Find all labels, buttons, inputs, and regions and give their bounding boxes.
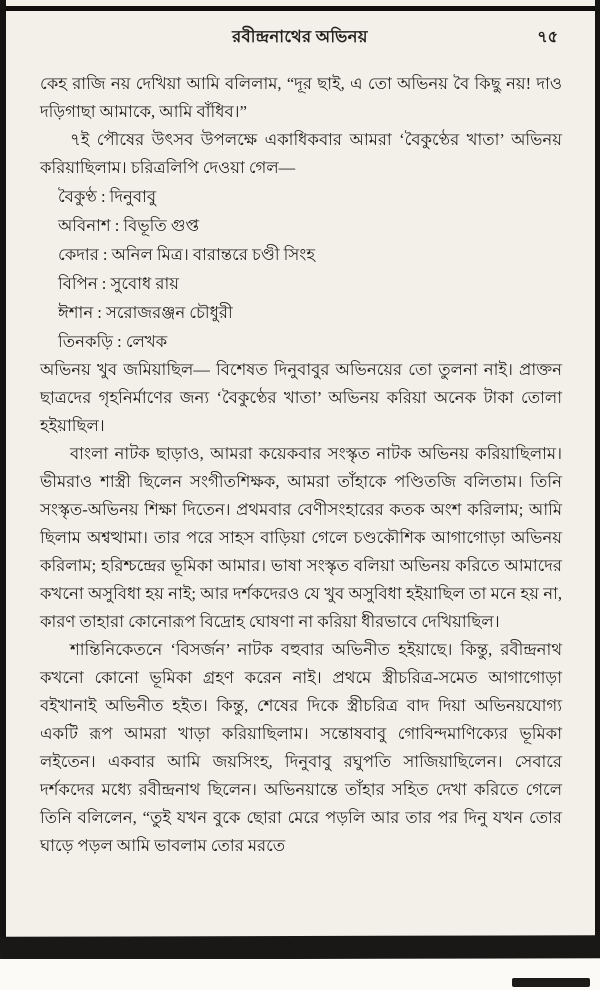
paragraph-4: বাংলা নাটক ছাড়াও, আমরা কয়েকবার সংস্কৃত নাটক অভিনয় করিয়াছিলাম। ভীমরাও শাস্ত্রী ছিলেন সংগীতশিক্ষক, আমরা তাঁহাকে পণ্ডিতজি বলিতাম। তিনি সংস্কৃত-অভিনয় শিক্ষা দিতেন। প্রথমবার বেণীসংহারের কতক অংশ করিলাম; আমি ছিলাম অশ্বত্থামা। তার পরে সাহস বাড়িয়া গেলে চণ্ডকৌশিক আগাগোড়া অভিনয় করিলাম; হরিশ্চন্দ্রের ভূমিকা আমার। ভাষা সংস্কৃত বলিয়া অভিনয় করিতে আমাদের কখনো অসুবিধা হয় নাই; আর দর্শকদেরও যে খুব অসুবিধা হইয়াছিল তা মনে হয় না, কারণ তাহারা কোনোরূপ বিদ্রোহ ঘোষণা না করিয়া ধীরভাবে দেখিয়াছিল। xyxy=(40,444,562,631)
paragraph-3: অভিনয় খুব জমিয়াছিল— বিশেষত দিনুবাবুর অভিনয়ের তো তুলনা নাই। প্রাক্তন ছাত্রদের গৃহনির্মাণের জন্য ‘বৈকুণ্ঠের খাতা’ অভিনয় করিয়া অনেক টাকা তোলা হইয়াছিল। xyxy=(40,360,562,435)
running-title: রবীন্দ্রনাথের অভিনয় xyxy=(232,27,368,46)
cast-line: তিনকড়ি : লেখক xyxy=(58,332,168,351)
scan-edge-right xyxy=(595,0,600,948)
paragraph-5: শান্তিনিকেতনে ‘বিসর্জন’ নাটক বহুবার অভিনীত হইয়াছে। কিন্তু, রবীন্দ্রনাথ কখনো কোনো ভূমিকা গ্রহণ করেন নাই। প্রথমে স্ত্রীচরিত্র-সমেত আগাগোড়া বইখানাই অভিনীত হইত। কিন্তু, শেষের দিকে স্ত্রীচরিত্র বাদ দিয়া অভিনয়যোগ্য একটি রূপ আমরা খাড়া করিয়াছিলাম। সন্তোষবাবু গোবিন্দমাণিক্যের ভূমিকা লইতেন। একবার আমি জয়সিংহ, দিনুবাবু রঘুপতি সাজিয়াছিলেন। সেবারে দর্শকদের মধ্যে রবীন্দ্রনাথ ছিলেন। অভিনয়ান্তে তাঁহার সহিত দেখা করিতে গেলে তিনি বলিলেন, “তুই যখন বুকে ছোরা মেরে পড়লি আর তার পর দিনু যখন তোর ঘাড়ে পড়ল আমি ভাবলাম তোর মরতে xyxy=(40,640,562,855)
scan-band-bottom xyxy=(0,935,600,960)
body-text xyxy=(40,70,562,860)
cast-line: ঈশান : সরোজরঞ্জন চৌধুরী xyxy=(58,303,233,322)
cast-list xyxy=(40,182,562,356)
cast-line: অবিনাশ : বিভূতি গুপ্ত xyxy=(58,216,200,235)
scan-edge-left xyxy=(0,0,6,952)
scan-edge-top xyxy=(3,6,597,11)
scan-corner-mark xyxy=(512,978,590,987)
cast-line: কেদার : অনিল মিত্র। বারান্তরে চণ্ডী সিংহ xyxy=(58,245,316,264)
cast-line: বিপিন : সুবোধ রায় xyxy=(58,274,179,293)
page-number: ৭৫ xyxy=(537,29,558,46)
paragraph-2: ৭ই পৌষের উৎসব উপলক্ষে একাধিকবার আমরা ‘বৈকুণ্ঠের খাতা’ অভিনয় করিয়াছিলাম। চরিত্রলিপি দেওয়া গেল— xyxy=(40,130,562,177)
paragraph-1: কেহ রাজি নয় দেখিয়া আমি বলিলাম, “দূর ছাই, এ তো অভিনয় বৈ কিছু নয়! দাও দড়িগাছা আমাকে, আমি বাঁধিব।” xyxy=(40,74,562,121)
scan-bottom-margin xyxy=(0,959,600,990)
page-header xyxy=(0,24,600,51)
cast-line: বৈকুণ্ঠ : দিনুবাবু xyxy=(58,187,157,206)
